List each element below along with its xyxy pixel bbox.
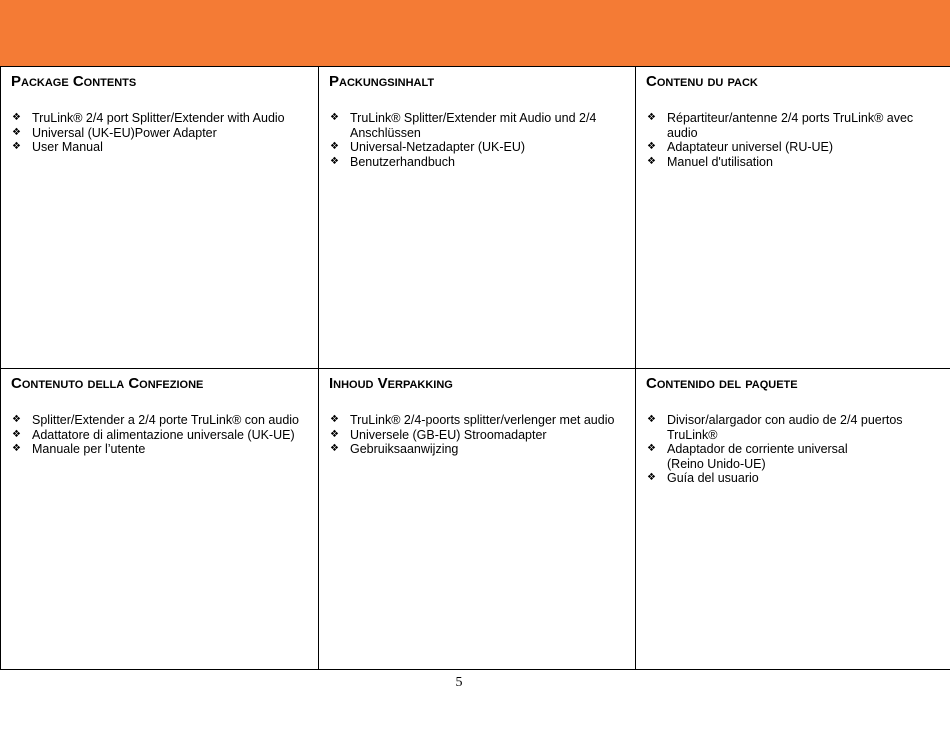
- list-item: ❖ Universal (UK-EU)Power Adapter: [12, 125, 217, 140]
- diamond-bullet-icon: ❖: [330, 141, 339, 152]
- item-list: [646, 413, 941, 486]
- diamond-bullet-icon: ❖: [647, 155, 656, 167]
- list-item: ❖ Adattatore di alimentazione universale (UK-UE): [12, 427, 295, 442]
- diamond-bullet-icon: ❖: [647, 443, 656, 454]
- section-package-contents-en: [1, 66, 319, 368]
- section-title: Contenuto della Confezione: [11, 375, 204, 392]
- item-list: [646, 111, 941, 169]
- section-title: Contenido del paquete: [646, 375, 798, 392]
- diamond-bullet-icon: ❖: [330, 443, 339, 454]
- list-item: ❖ TruLink® 2/4-poorts splitter/verlenger met audio: [330, 413, 615, 427]
- header-banner: [0, 0, 950, 66]
- section-inhoud-verpakking-nl: [319, 368, 636, 670]
- list-item-continuation: (Reino Unido-UE): [667, 456, 766, 471]
- list-item: ❖ Manuel d'utilisation: [647, 154, 773, 169]
- section-packungsinhalt-de: [319, 66, 636, 368]
- list-item: ❖ Adaptador de corriente universal: [647, 442, 848, 456]
- section-contenido-paquete-es: [636, 368, 950, 670]
- item-list: [329, 111, 625, 169]
- list-item: ❖ Répartiteur/antenne 2/4 ports TruLink® avec audio: [647, 111, 914, 140]
- diamond-bullet-icon: ❖: [330, 155, 339, 167]
- list-item: ❖ Universal-Netzadapter (UK-EU): [330, 140, 526, 154]
- diamond-bullet-icon: ❖: [12, 141, 21, 152]
- section-title: Contenu du pack: [646, 73, 758, 90]
- section-title: Package Contents: [11, 73, 137, 90]
- contents-table: [0, 66, 950, 670]
- item-list: [11, 111, 308, 155]
- diamond-bullet-icon: ❖: [12, 112, 21, 123]
- list-item: ❖ User Manual: [12, 140, 103, 154]
- diamond-bullet-icon: ❖: [647, 414, 656, 425]
- list-item: ❖ Gebruiksaanwijzing: [330, 442, 459, 456]
- diamond-bullet-icon: ❖: [12, 126, 21, 138]
- diamond-bullet-icon: ❖: [330, 414, 339, 425]
- diamond-bullet-icon: ❖: [330, 112, 339, 123]
- section-title: Packungsinhalt: [329, 73, 435, 90]
- list-item: ❖ Adaptateur universel (RU-UE): [647, 140, 834, 154]
- list-item: ❖ Splitter/Extender a 2/4 porte TruLink® con audio: [12, 413, 300, 427]
- list-item: ❖ TruLink® Splitter/Extender mit Audio und 2/4 Anschlüssen: [330, 111, 597, 140]
- item-list: [329, 413, 625, 457]
- diamond-bullet-icon: ❖: [12, 428, 21, 440]
- list-item: ❖ Manuale per l’utente: [12, 442, 146, 456]
- diamond-bullet-icon: ❖: [647, 141, 656, 152]
- list-item: ❖ Benutzerhandbuch: [330, 154, 455, 169]
- diamond-bullet-icon: ❖: [12, 443, 21, 454]
- list-item: ❖ TruLink® 2/4 port Splitter/Extender with Audio: [12, 111, 285, 125]
- section-contenu-du-pack-fr: [636, 66, 950, 368]
- diamond-bullet-icon: ❖: [647, 112, 656, 123]
- list-item: ❖ Divisor/alargador con audio de 2/4 puertos TruLink®: [647, 413, 903, 442]
- diamond-bullet-icon: ❖: [12, 414, 21, 425]
- list-item: ❖ Guía del usuario: [647, 471, 759, 485]
- diamond-bullet-icon: ❖: [647, 472, 656, 483]
- section-contenuto-confezione-it: [1, 368, 319, 670]
- diamond-bullet-icon: ❖: [330, 428, 339, 440]
- section-title: Inhoud Verpakking: [329, 375, 453, 392]
- list-item: ❖ Universele (GB-EU) Stroomadapter: [330, 427, 547, 442]
- item-list: [11, 413, 308, 457]
- page-number: 5: [455, 675, 463, 690]
